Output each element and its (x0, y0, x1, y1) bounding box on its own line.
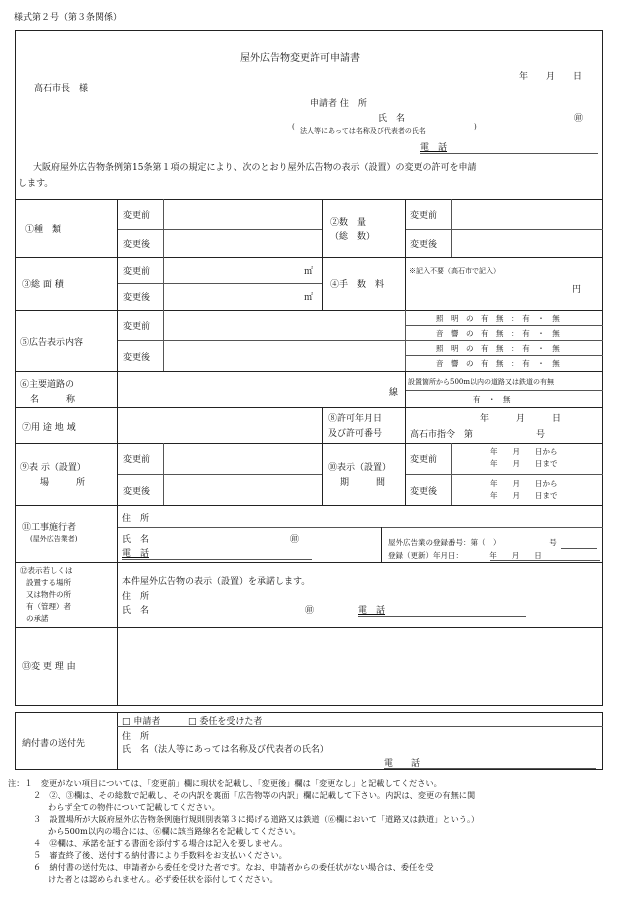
main-road-name-label: 名 称 (30, 395, 76, 405)
row10-mid-line (405, 474, 603, 475)
payment-frame (15, 712, 603, 770)
row6-top-line (15, 371, 603, 372)
permit-number: 高石市指令 第 号 (410, 430, 546, 440)
payment-phone-underline (384, 768, 596, 769)
row3-top-line (15, 257, 603, 258)
kind-before-label: 変更前 (123, 211, 151, 221)
display-location-label: ⑨表 示（設置） (20, 463, 86, 473)
note-2a: ２ ②、③欄は、その総数で記載し、その内訳を裏面「広告物等の内訳」欄に記載して下さい。内訳は、変更の有無に関 (33, 790, 476, 800)
contractor-phone-underline (122, 559, 312, 560)
right-label-col-line-5 (405, 310, 406, 371)
payment-phone-label: 電 話 (384, 759, 421, 769)
payment-label-col-line (117, 712, 118, 770)
period-before-to: 年 月 日まで (490, 459, 558, 468)
lighting-before: 照 明 の 有 無 ： 有 ・ 無 (436, 314, 560, 323)
applicant-phone-label: 電 話 (420, 143, 448, 153)
row12-top-line (15, 562, 603, 563)
mid-col-line-bottom (322, 407, 323, 505)
content-after-label: 変更後 (123, 353, 151, 363)
area-before-label: 変更前 (123, 267, 151, 277)
owner-seal: ㊞ (305, 606, 315, 616)
row1-top-line (15, 199, 603, 200)
payment-label: 納付書の送付先 (22, 739, 86, 749)
row7-top-line (15, 407, 603, 408)
quantity-before-label: 変更前 (410, 211, 438, 221)
contractor-seal: ㊞ (290, 535, 300, 545)
nearby-road-choice: 有 ・ 無 (473, 395, 511, 404)
total-area-label: ③総 面 積 (22, 280, 64, 290)
content-before-label: 変更前 (123, 322, 151, 332)
contractor-label: ⑪工事施行者 (22, 523, 77, 533)
payment-address-label: 住 所 (122, 732, 150, 742)
owner-phone-underline (358, 616, 526, 617)
consent-statement: 本件屋外広告物の表示（設置）を承諾します。 (122, 577, 311, 587)
right-label-col-line-1 (405, 199, 406, 257)
note-2b: わらず全ての物件について記載してください。 (48, 802, 220, 812)
location-after-label: 変更後 (123, 487, 151, 497)
addressee: 高石市長 様 (34, 84, 89, 94)
ad-content-label: ⑤広告表示内容 (20, 338, 84, 348)
consent-label-5: の承諾 (26, 614, 49, 623)
quantity-label: ②数 量 (330, 218, 367, 228)
period-before-label: 変更前 (410, 455, 438, 465)
permit-number-label: 及び許可番号 (328, 429, 383, 439)
area-before-unit: ㎡ (304, 267, 314, 277)
intro-line2: します。 (18, 179, 54, 189)
corp-note-close: ) (474, 123, 477, 131)
contractor-reg-date-underline (490, 560, 600, 561)
contractor-name-label: 氏 名 (122, 535, 150, 545)
sound-after: 音 響 の 有 無 ： 有 ・ 無 (436, 359, 560, 368)
form-number: 様式第２号（第３条関係） (14, 13, 123, 23)
period-after-to: 年 月 日まで (490, 491, 558, 500)
display-period-duration-label: 期 間 (340, 478, 386, 488)
row5-top-line (15, 310, 603, 311)
owner-name-label: 氏 名 (122, 606, 150, 616)
consent-label-3: 又は物件の所 (26, 590, 71, 599)
row5-line-b (405, 355, 603, 356)
consent-label-2: 設置する場所 (26, 578, 71, 587)
right-label-col-line-2 (405, 257, 406, 310)
owner-phone-label: 電 話 (358, 606, 386, 616)
note-4: ４ ⑫欄は、承諾を証する書面を添付する場合は記入を要しません。 (33, 838, 288, 848)
quantity-after-label: 変更後 (410, 240, 438, 250)
permit-date-label: ⑧許可年月日 (328, 414, 383, 424)
applicant-address-label: 申請者 住 所 (310, 99, 367, 109)
note-3b: から500m以内の場合には、⑥欄に該当路線名を記載してください。 (48, 826, 301, 836)
fee-yen: 円 (572, 285, 582, 295)
consent-label-1: ⑫表示若しくは (20, 566, 73, 575)
mid-col-line-top (322, 199, 323, 310)
main-road-label: ⑥主要道路の (20, 380, 75, 390)
period-before-from: 年 月 日から (490, 447, 558, 456)
row3-mid-line (117, 283, 322, 284)
before-after-col-line-bottom (163, 443, 164, 505)
area-after-label: 変更後 (123, 293, 151, 303)
row1-mid-line (117, 229, 322, 230)
location-before-label: 変更前 (123, 455, 151, 465)
corp-note-open: ( (292, 123, 295, 131)
contractor-reg-number: 屋外広告業の登録番号：第（ ） 号 (388, 538, 557, 547)
kind-after-label: 変更後 (123, 240, 151, 250)
payment-name-label: 氏 名（法人等にあっては名称及び代表者の氏名） (122, 745, 329, 755)
payment-option-applicant[interactable]: □ 申請者 (122, 717, 161, 727)
before-after-col-line-top (163, 199, 164, 310)
row9-top-line (15, 443, 603, 444)
road-line-suffix: 線 (389, 388, 399, 398)
permit-date: 年 月 日 (480, 414, 562, 424)
display-period-label: ⑩表示（設置） (328, 463, 392, 473)
period-after-from: 年 月 日から (490, 479, 558, 488)
zoning-label: ⑦用 途 地 域 (22, 423, 76, 433)
fee-label: ④手 数 料 (330, 280, 385, 290)
row11-mid-line (117, 527, 603, 528)
row11-top-line (15, 505, 603, 506)
row9-mid-line (117, 474, 322, 475)
lighting-after: 照 明 の 有 無 ： 有 ・ 無 (436, 344, 560, 353)
sound-before: 音 響 の 有 無 ： 有 ・ 無 (436, 329, 560, 338)
note-6b: けた者とは認められません。必ず委任状を添付してください。 (48, 874, 278, 884)
fee-note: ※記入不要（高石市で記入） (409, 267, 500, 275)
row5-mid-line (117, 340, 603, 341)
form-date: 年 月 日 (519, 72, 583, 82)
note-6a: ６ 納付書の送付先は、申請者から委任を受けた者です。なお、申請者からの委任状がない場合は、委任を受 (33, 862, 434, 872)
row2-mid-line (405, 229, 603, 230)
area-after-unit: ㎡ (304, 293, 314, 303)
before-after-col-line-mid (163, 310, 164, 371)
payment-option-delegate[interactable]: □ 委任を受けた者 (188, 717, 263, 727)
contractor-sublabel: (屋外広告業者) (30, 535, 78, 543)
applicant-phone-underline (420, 153, 598, 154)
form-title: 屋外広告物変更許可申請書 (240, 53, 360, 64)
owner-address-label: 住 所 (122, 592, 150, 602)
contractor-phone-label: 電 話 (122, 549, 150, 559)
nearby-road-question: 設置箇所から500m以内の道路又は鉄道の有無 (408, 378, 554, 386)
row13-top-line (15, 627, 603, 628)
applicant-name-label: 氏 名 (378, 114, 406, 124)
contractor-address-label: 住 所 (122, 514, 150, 524)
contractor-reg-underline (561, 548, 597, 549)
quantity-before-after-col-line (451, 199, 452, 257)
change-reason-label: ⑬変 更 理 由 (22, 662, 76, 672)
quantity-total-label: （総 数） (330, 232, 376, 242)
intro-line1: 大阪府屋外広告物条例第15条第１項の規定により、次のとおり屋外広告物の表示（設置）の変更の許可を申請 (33, 163, 477, 173)
contractor-reg-date: 登録（更新）年月日： 年 月 日 (388, 551, 542, 560)
consent-label-4: 有（管理）者 (26, 602, 71, 611)
period-after-label: 変更後 (410, 487, 438, 497)
note-3a: ３ 設置場所が大阪府屋外広告物条例施行規則別表第３に掲げる道路又は鉄道（⑥欄において「道路又は鉄道」という。） (33, 814, 480, 824)
row5-line-a (405, 325, 603, 326)
right-label-col-line-6 (405, 371, 406, 407)
row11-reg-col-line (381, 527, 382, 562)
note-1: 注：１ 変更がない項目については、「変更前」欄に現状を記載し、「変更後」欄は「変更なし」と記載してください。 (8, 778, 442, 788)
display-location-place-label: 場 所 (40, 478, 86, 488)
applicant-seal: ㊞ (574, 114, 584, 124)
row6-right-mid-line (405, 390, 603, 391)
corp-note: 法人等にあっては名称及び代表者の氏名 (300, 127, 426, 135)
label-col-line (117, 199, 118, 705)
note-5: ５ 審査終了後、送付する納付書により手数料をお支払いください。 (33, 850, 287, 860)
right-label-col-line-bottom (405, 407, 406, 505)
period-before-after-col-line (451, 443, 452, 505)
kind-label: ①種 類 (25, 225, 62, 235)
